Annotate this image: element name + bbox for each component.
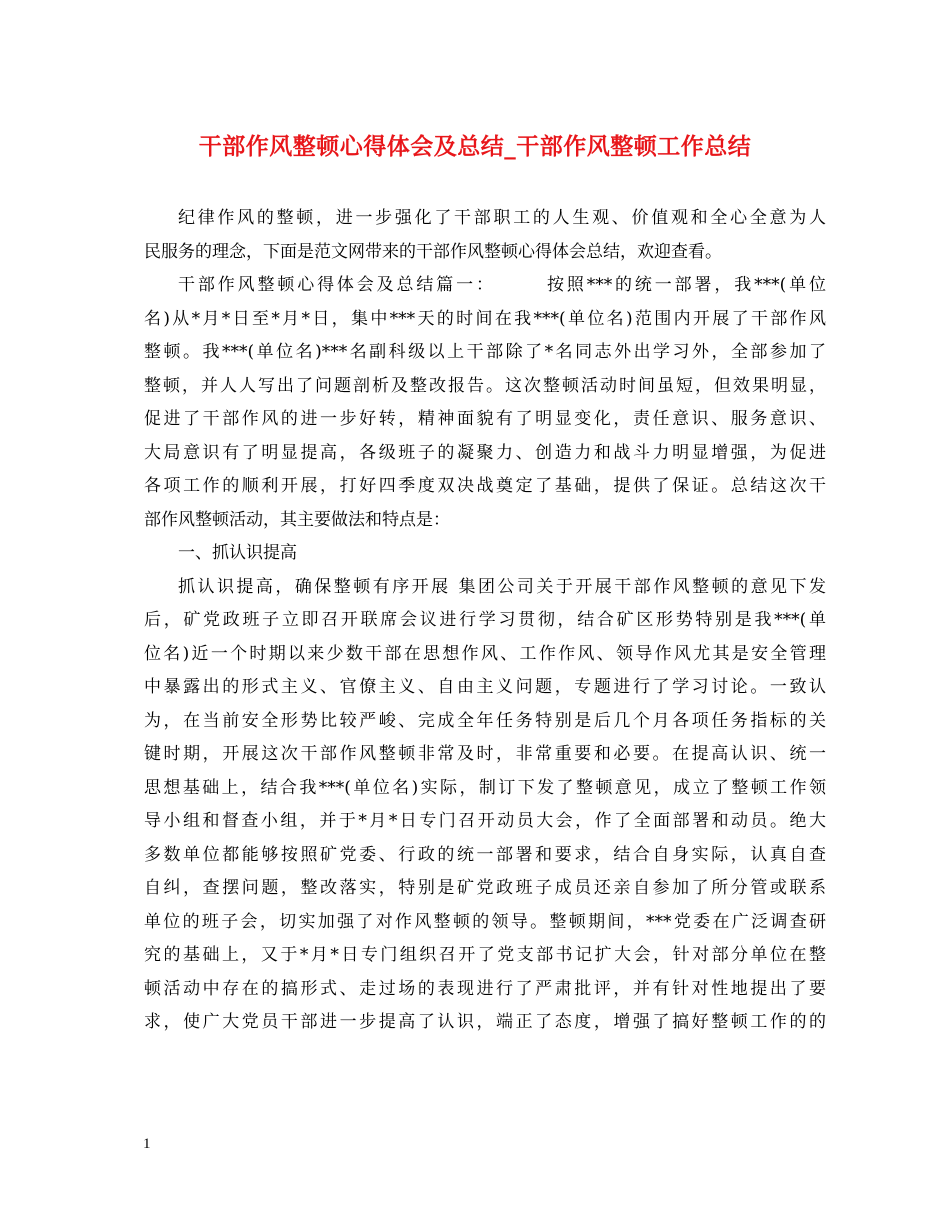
body-line: 多数单位都能够按照矿党委、行政的统一部署和要求，结合自身实际，认真自查: [144, 844, 826, 865]
body-line: 求，使广大党员干部进一步提高了认识，端正了态度，增强了搞好整顿工作的的: [144, 1012, 826, 1032]
body-line: 促进了干部作风的进一步好转，精神面貌有了明显变化，责任意识、服务意识、: [144, 409, 826, 429]
body-line: 一、抓认识提高: [178, 543, 297, 563]
body-line: 各项工作的顺利开展，打好四季度双决战奠定了基础，提供了保证。总结这次干: [144, 476, 826, 496]
body-line: 导小组和督查小组，并于*月*日专门召开动员大会，作了全面部署和动员。绝大: [144, 811, 826, 831]
body-line: 为，在当前安全形势比较严峻、完成全年任务特别是后几个月各项任务指标的关: [144, 710, 826, 731]
body-line: 干部作风整顿心得体会及总结篇一： 按照***的统一部署，我***(单位: [178, 275, 826, 295]
body-line: 纪律作风的整顿，进一步强化了干部职工的人生观、价值观和全心全意为人: [178, 208, 826, 228]
page-number: 1: [143, 1136, 151, 1152]
body-line: 整顿。我***(单位名)***名副科级以上干部除了*名同志外出学习外，全部参加了: [144, 342, 826, 362]
body-line: 位名)近一个时期以来少数干部在思想作风、工作作风、领导作风尤其是安全管理: [144, 643, 826, 664]
body-line: 抓认识提高，确保整顿有序开展 集团公司关于开展干部作风整顿的意见下发: [178, 576, 826, 597]
body-line: 自纠，查摆问题，整改落实，特别是矿党政班子成员还亲自参加了所分管或联系: [144, 878, 826, 898]
body-line: 整顿，并人人写出了问题剖析及整改报告。这次整顿活动时间虽短，但效果明显，: [144, 375, 826, 396]
body-line: 键时期，开展这次干部作风整顿非常及时，非常重要和必要。在提高认识、统一: [144, 744, 826, 764]
body-line: 单位的班子会，切实加强了对作风整顿的领导。整顿期间，***党委在广泛调查研: [144, 911, 826, 932]
body-line: 民服务的理念，下面是范文网带来的干部作风整顿心得体会总结，欢迎查看。: [144, 241, 722, 262]
body-line: 究的基础上，又于*月*日专门组织召开了党支部书记扩大会，针对部分单位在整: [144, 945, 826, 965]
body-line: 中暴露出的形式主义、官僚主义、自由主义问题，专题进行了学习讨论。一致认: [144, 677, 826, 697]
document-title: 干部作风整顿心得体会及总结_干部作风整顿工作总结: [198, 133, 752, 160]
body-line: 后，矿党政班子立即召开联席会议进行学习贯彻，结合矿区形势特别是我***(单: [144, 610, 826, 630]
body-line: 思想基础上，结合我***(单位名)实际，制订下发了整顿意见，成立了整顿工作领: [144, 777, 826, 798]
body-line: 名)从*月*日至*月*日，集中***天的时间在我***(单位名)范围内开展了干部作风: [144, 308, 826, 329]
document-body: [144, 202, 826, 1040]
body-line: 顿活动中存在的搞形式、走过场的表现进行了严肃批评，并有针对性地提出了要: [144, 978, 826, 999]
body-line: 大局意识有了明显提高，各级班子的凝聚力、创造力和战斗力明显增强，为促进: [144, 442, 826, 463]
body-line: 部作风整顿活动，其主要做法和特点是：: [144, 509, 450, 530]
